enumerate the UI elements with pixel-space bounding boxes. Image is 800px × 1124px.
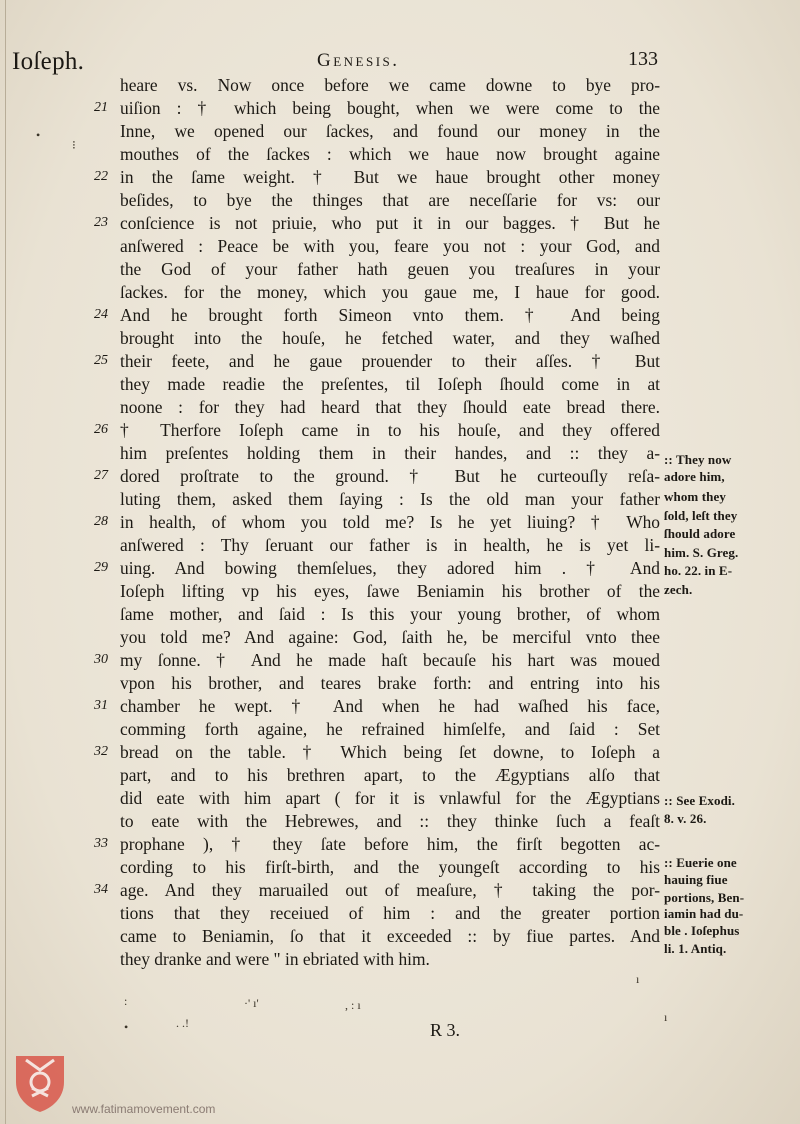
margin-note-line: adore him, [664,469,725,484]
bleed-mark: : [124,994,128,1008]
margin-note-line: :: See Exodi. [664,793,735,808]
margin-note-line: ſold, leſt they [664,508,738,523]
text-line: brought into the houſe, he fetched water, and they waſhed [120,328,660,348]
text-line: came to Beniamin, ſo that it exceeded :: by fiue partes. And [120,926,660,946]
text-line: ſame mother, and ſaid : Is this your young brother, of whom [120,604,660,624]
text-line: heare vs. Now once before we came downe to bye pro- [120,75,660,95]
text-line: Ioſeph lifting vp his eyes, ſawe Beniamin his brother of the [120,581,660,601]
verse-number: 21 [94,100,108,115]
margin-note-line: hauing fiue [664,872,728,887]
verse-number: 32 [94,744,108,759]
bleed-mark: ·' ı' [244,996,259,1010]
text-line: anſwered : Peace be with you, feare you not : your God, and [120,236,660,256]
bleed-mark: . .! [176,1016,189,1030]
bleed-mark: • [36,128,41,142]
text-line: they made readie the preſentes, til Ioſeph ſhould come in at [120,374,660,394]
signature-mark: R 3. [430,1020,461,1040]
margin-note-line: 8. v. 26. [664,811,707,826]
text-line: the God of your father hath geuen you treaſures in your [120,259,660,279]
text-line: you told me? And againe: God, ſaith he, be merciful vnto thee [120,627,660,647]
bleed-mark: • [124,1020,129,1034]
text-line: ſackes. for the money, which you gaue me, I haue for good. [120,282,660,302]
text-line: vpon his brother, and teares brake forth: and entring into his [120,673,660,693]
verse-number: 26 [94,422,108,437]
margin-note-line: ble . Ioſephus [664,923,740,938]
verse-number: 29 [94,560,108,575]
bleed-mark: ⁝ [72,138,76,152]
verse-number: 22 [94,169,108,184]
text-line: Inne, we opened our ſackes, and found our money in the [120,121,660,141]
text-line: part, and to his brethren apart, to the Ægyptians alſo that [120,765,660,785]
text-line: † Therfore Ioſeph came in to his houſe, and they offered [120,420,660,440]
text-line: to eate with the Hebrewes, and :: they thinke ſuch a feaſt [120,811,660,831]
verse-number: 23 [94,215,108,230]
margin-note-line: li. 1. Antiq. [664,941,727,956]
text-line: anſwered : Thy ſeruant our father is in health, he is yet li- [120,535,660,555]
text-line: they dranke and were " in ebriated with him. [120,949,430,969]
page-edge-rule [5,0,6,1124]
text-line: dored proſtrate to the ground. † But he curteouſly reſa- [120,466,660,486]
verse-number: 27 [94,468,108,483]
verse-number: 34 [94,882,108,897]
running-head-title: Genesis. [317,50,400,71]
website-link[interactable]: www.fatimamovement.com [72,1102,216,1116]
margin-note-line: him. S. Greg. [664,545,739,560]
text-line: noone : for they had heard that they ſhould eate bread there. [120,397,660,417]
verse-number: 31 [94,698,108,713]
text-line: in health, of whom you told me? Is he yet liuing? † Who [120,512,660,532]
verse-number: 30 [94,652,108,667]
text-line: mouthes of the ſackes : which we haue now brought againe [120,144,660,164]
margin-note-line: iamin had du- [664,906,744,921]
verse-number: 28 [94,514,108,529]
margin-note-line: ſhould adore [664,526,736,541]
running-head-left: Ioſeph. [12,48,85,75]
shield-logo-icon [12,1052,68,1114]
text-line: And he brought forth Simeon vnto them. † And being [120,305,660,325]
bleed-mark: , : ı [345,998,361,1012]
text-line: chamber he wept. † And when he had waſhed his face, [120,696,660,716]
margin-note-line: whom they [664,489,726,504]
text-line: prophane ), † they ſate before him, the firſt begotten ac- [120,834,660,854]
text-line: comming forth againe, he refrained himſelfe, and ſaid : Set [120,719,660,739]
text-line: their feete, and he gaue prouender to their aſſes. † But [120,351,660,371]
text-line: tions that they receiued of him : and the greater portion [120,903,660,923]
bleed-mark: ı [636,972,640,986]
text-line: uiſion : † which being bought, when we were come to the [120,98,660,118]
text-line: him preſentes holding them in their handes, and :: they a- [120,443,660,463]
text-line: my ſonne. † And he made haſt becauſe his hart was moued [120,650,660,670]
text-line: uing. And bowing themſelues, they adored him . † And [120,558,660,578]
text-line: luting them, asked them ſaying : Is the old man your father [120,489,660,509]
bleed-mark: ı [664,1010,668,1024]
text-line: bread on the table. † Which being ſet downe, to Ioſeph a [120,742,660,762]
text-line: cording to his firſt-birth, and the youngeſt according to his [120,857,660,877]
verse-number: 25 [94,353,108,368]
page-number: 133 [628,48,658,70]
verse-number: 24 [94,307,108,322]
text-line: conſcience is not priuie, who put it in our bagges. † But he [120,213,660,233]
text-line: beſides, to bye the thinges that are neceſſarie for vs: our [120,190,660,210]
margin-note-line: :: They now [664,452,732,467]
margin-note-line: zech. [664,582,693,597]
margin-note-line: portions, Ben- [664,890,745,905]
text-line: in the ſame weight. † But we haue brought other money [120,167,660,187]
verse-number: 33 [94,836,108,851]
text-line: did eate with him apart ( for it is vnlawful for the Ægyptians [120,788,660,808]
margin-note-line: :: Euerie one [664,855,737,870]
margin-note-line: ho. 22. in E- [664,563,733,578]
text-line: age. And they maruailed out of meaſure, † taking the por- [120,880,660,900]
